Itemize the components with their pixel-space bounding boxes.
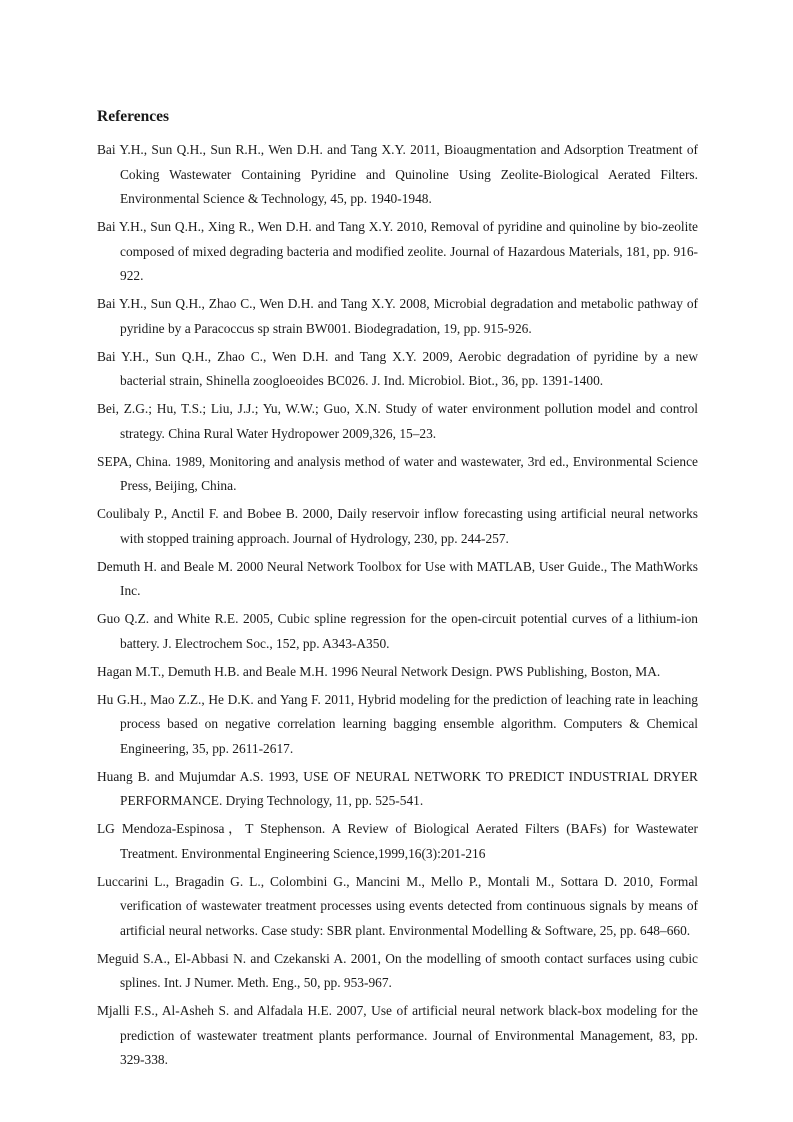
reference-item: LG Mendoza-Espinosa，T Stephenson. A Review of Biological Aerated Filters (BAFs) for Wastewater Treatment. Environmental Engineering Science,1999,16(3):201-216 xyxy=(97,821,698,861)
reference-item: Hagan M.T., Demuth H.B. and Beale M.H. 1996 Neural Network Design. PWS Publishing, Boston, MA. xyxy=(97,663,661,679)
reference-item: Coulibaly P., Anctil F. and Bobee B. 2000, Daily reservoir inflow forecasting using artificial neural networks with stopped training approach. Journal of Hydrology, 230, pp. 244-257. xyxy=(97,506,698,546)
reference-item: Hu G.H., Mao Z.Z., He D.K. and Yang F. 2011, Hybrid modeling for the prediction of leaching rate in leaching process based on negative correlation learning bagging ensemble algorithm. Computers & Chemical Engineering, 35, pp. 2611-2617. xyxy=(97,691,698,756)
reference-item: Meguid S.A., El-Abbasi N. and Czekanski A. 2001, On the modelling of smooth contact surfaces using cubic splines. Int. J Numer. Meth. Eng., 50, pp. 953-967. xyxy=(97,950,698,990)
reference-list xyxy=(97,138,698,1073)
reference-item: Huang B. and Mujumdar A.S. 1993, USE OF NEURAL NETWORK TO PREDICT INDUSTRIAL DRYER PERFORMANCE. Drying Technology, 11, pp. 525-541. xyxy=(97,768,698,808)
reference-item: Bei, Z.G.; Hu, T.S.; Liu, J.J.; Yu, W.W.; Guo, X.N. Study of water environment pollution model and control strategy. China Rural Water Hydropower 2009,326, 15–23. xyxy=(97,401,698,441)
reference-item: Luccarini L., Bragadin G. L., Colombini G., Mancini M., Mello P., Montali M., Sottara D. 2010, Formal verification of wastewater treatment processes using events detected from continuous signals by means of artificial neural networks. Case study: SBR plant. Environmental Modelling & Software, 25, pp. 648–660. xyxy=(97,873,698,938)
reference-item: Demuth H. and Beale M. 2000 Neural Network Toolbox for Use with MATLAB, User Guide., The MathWorks Inc. xyxy=(97,558,698,598)
reference-item: Bai Y.H., Sun Q.H., Xing R., Wen D.H. and Tang X.Y. 2010, Removal of pyridine and quinoline by bio-zeolite composed of mixed degrading bacteria and modified zeolite. Journal of Hazardous Materials, 181, pp. 916-922. xyxy=(97,219,698,283)
reference-item: Bai Y.H., Sun Q.H., Zhao C., Wen D.H. and Tang X.Y. 2008, Microbial degradation and metabolic pathway of pyridine by a Paracoccus sp strain BW001. Biodegradation, 19, pp. 915-926. xyxy=(97,296,698,336)
reference-item: Bai Y.H., Sun Q.H., Zhao C., Wen D.H. and Tang X.Y. 2009, Aerobic degradation of pyridine by a new bacterial strain, Shinella zoogloeoides BC026. J. Ind. Microbiol. Biot., 36, pp. 1391-1400. xyxy=(97,348,698,388)
reference-item: Guo Q.Z. and White R.E. 2005, Cubic spline regression for the open-circuit potential curves of a lithium-ion battery. J. Electrochem Soc., 152, pp. A343-A350. xyxy=(97,611,698,651)
reference-item: Mjalli F.S., Al-Asheh S. and Alfadala H.E. 2007, Use of artificial neural network black-box modeling for the prediction of wastewater treatment plants performance. Journal of Environmental Management, 83, pp. 329-338. xyxy=(97,1003,698,1067)
references-section xyxy=(97,106,698,1076)
reference-item: Bai Y.H., Sun Q.H., Sun R.H., Wen D.H. and Tang X.Y. 2011, Bioaugmentation and Adsorption Treatment of Coking Wastewater Containing Pyridine and Quinoline Using Zeolite-Biological Aerated Filters. Environmental Science & Technology, 45, pp. 1940-1948. xyxy=(97,142,698,206)
reference-item: SEPA, China. 1989, Monitoring and analysis method of water and wastewater, 3rd ed., Environmental Science Press, Beijing, China. xyxy=(97,453,698,493)
references-heading: References xyxy=(97,108,170,125)
